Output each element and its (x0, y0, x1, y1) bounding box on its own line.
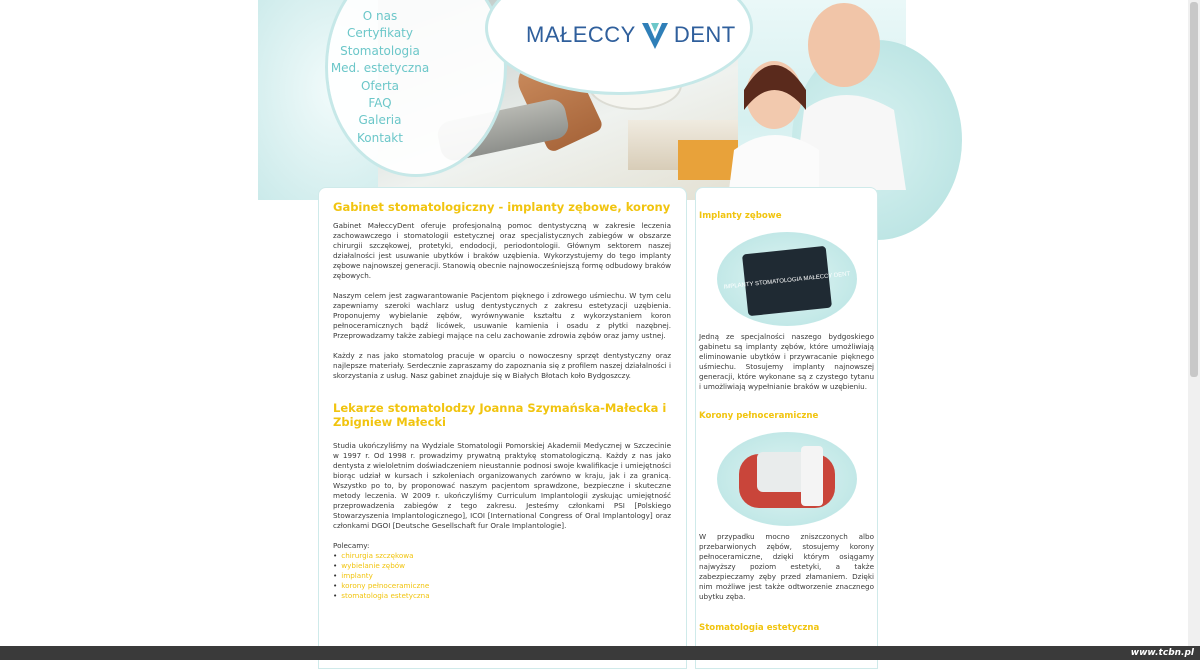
menu-item-med-estetyczna[interactable]: Med. estetyczna (330, 61, 430, 76)
menu-item-kontakt[interactable]: Kontakt (357, 130, 403, 145)
crowns-image[interactable] (717, 432, 857, 526)
footer-brand[interactable]: www.tcbn.pl (1130, 648, 1194, 658)
recommend-link[interactable]: • korony pełnoceramiczne (333, 581, 671, 591)
recommend-link[interactable]: • chirurgia szczękowa (333, 551, 671, 561)
recommend-link[interactable]: • stomatologia estetyczna (333, 591, 671, 601)
menu-item-galeria[interactable]: Galeria (358, 113, 402, 128)
sidebar (695, 187, 878, 669)
logo-text-right: DENT (673, 22, 736, 47)
recommend-list (333, 551, 671, 601)
doctors-paragraph: Studia ukończyliśmy na Wydziale Stomatologii Pomorskiej Akademii Medycznej w Szczecinie w 1997 r. Od 1998 r. prowadzimy prywatną praktykę stomatologiczną. Każdy z nas jako dentysta z wieloletnim doświadczeniem nieustannie podnosi swoje kwalifikacje i umiejętności biorąc udział w kursach i szkoleniach organizowanych zarówno w kraju, jak i za granicą. Wszystko po to, by proponować naszym pacjentom sprawdzone, bezpieczne i skuteczne metody leczenia. W 2009 r. ukończyliśmy Curriculum Implantologii zyskując umiejętność przeprowadzenia zabiegów z tego zakresu. Jesteśmy członkami PSI [Polskiego Stowarzyszenia Implantologicznego], ICOI [International Congress of Oral Implantology] oraz członkami DGOI [Deutsche Gesellschaft fur Orale Implantologie]. (333, 441, 671, 530)
dental-unit-icon (717, 432, 857, 526)
site-logo[interactable] (526, 22, 736, 49)
recommend-link[interactable]: • implanty (333, 571, 671, 581)
main-menu (318, 8, 442, 147)
logo-text-left: MAŁECCY (526, 22, 636, 47)
sign-caption: IMPLANTY STOMATOLOGIA MAŁECCY DENT (722, 271, 851, 291)
recommend-section (333, 541, 671, 601)
scrollbar-thumb[interactable] (1190, 2, 1198, 377)
menu-item-o-nas[interactable]: O nas (362, 9, 398, 23)
implants-text: Jedną ze specjalności naszego bydgoskiego gabinetu są implanty zębów, które umożliwiają eliminowanie ubytków i przywracanie pięknego uśmiechu. Stosujemy implanty najnowszej generacji, które wykonane są z czystego tytanu i umożliwiają wypełnianie braków w uzębieniu. (699, 332, 874, 391)
vertical-scrollbar[interactable] (1188, 0, 1200, 646)
implants-sign-icon (717, 232, 857, 326)
recommend-link[interactable]: • wybielanie zębów (333, 561, 671, 571)
sidebar-title-implants[interactable]: Implanty zębowe (699, 211, 782, 221)
implants-image[interactable] (717, 232, 857, 326)
doctors-heading: Lekarze stomatolodzy Joanna Szymańska-Małecka i Zbigniew Małecki (333, 401, 667, 429)
goal-paragraph: Naszym celem jest zagwarantowanie Pacjentom pięknego i zdrowego uśmiechu. W tym celu zapewniamy szeroki wachlarz usług dentystycznych z zakresu estetyzacji uzębienia. Proponujemy wybielanie zębów, wyrównywanie kształtu z wykorzystaniem koron pełnoceramicznych bądź licówek, usuwanie kamienia i osadu z płytki nazębnej. Przeprowadzamy także zabiegi mające na celu zachowanie zdrowia zębów oraz jamy ustnej. (333, 291, 671, 340)
intro-paragraph: Gabinet MałeccyDent oferuje profesjonalną pomoc dentystyczną w zakresie leczenia zachowawczego i stomatologii estetycznej oraz specjalistycznych zabiegów w obszarze chirurgii szczękowej, protetyki, endodocji, periodontologii. Głównym sektorem naszej działalności jest usuwanie ubytków i braków uzębienia. Wykorzystujemy do tego implanty zębowe najnowszej generacji. Stanowią obecnie najnowocześniejszą formę odbudowy braków zębowych. (333, 221, 671, 280)
footer-bar (0, 646, 1200, 660)
menu-item-faq[interactable]: FAQ (368, 95, 392, 110)
sidebar-title-crowns[interactable]: Korony pełnoceramiczne (699, 411, 819, 421)
menu-item-oferta[interactable]: Oferta (360, 78, 400, 93)
crowns-text: W przypadku mocno zniszczonych albo przebarwionych zębów, stosujemy korony pełnoceramiczne, dzięki którym osiągamy najwyższy poziom estetyki, a także zabezpieczamy zęby przed złamaniem. Dzięki nim możliwe jest także odtworzenie znacznego ubytku zęba. (699, 532, 874, 601)
main-content (318, 187, 687, 669)
menu-item-certyfikaty[interactable]: Certyfikaty (347, 26, 413, 41)
equipment-paragraph: Każdy z nas jako stomatolog pracuje w oparciu o nowoczesny sprzęt dentystyczny oraz najlepsze materiały. Serdecznie zapraszamy do zapoznania się z profilem naszej działalności i skorzystania z usług. Nasz gabinet znajduje się w Białych Błotach koło Bydgoszczy. (333, 351, 671, 380)
menu-item-stomatologia[interactable]: Stomatologia (340, 43, 420, 58)
recommend-label: Polecamy: (333, 541, 370, 550)
sidebar-title-aesthetic[interactable]: Stomatologia estetyczna (699, 623, 820, 633)
page-title: Gabinet stomatologiczny - implanty zębowe, korony (333, 200, 671, 214)
doctors-photo (724, 0, 906, 190)
logo-tooth-icon (640, 23, 670, 49)
